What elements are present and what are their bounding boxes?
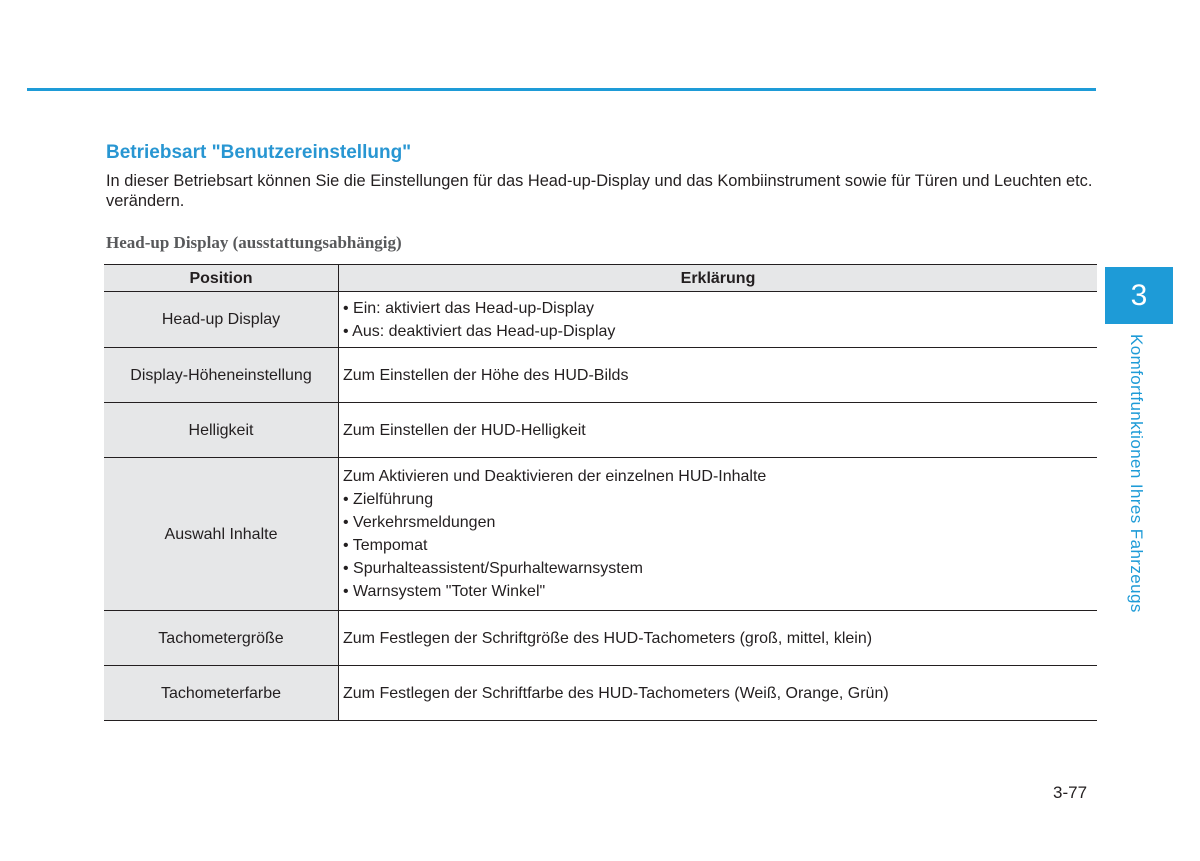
explanation-line: • Zielführung	[343, 491, 434, 508]
position-cell: Head-up Display	[104, 292, 339, 348]
position-cell: Tachometergröße	[104, 611, 339, 666]
top-rule	[27, 88, 1096, 91]
column-header-position: Position	[104, 265, 339, 292]
position-cell: Tachometerfarbe	[104, 666, 339, 721]
explanation-line: Zum Einstellen der Höhe des HUD-Bilds	[343, 366, 629, 384]
explanation-cell	[339, 458, 1098, 611]
table-row	[104, 458, 1097, 611]
table-row	[104, 292, 1097, 348]
explanation-line: • Warnsystem "Toter Winkel"	[343, 583, 546, 600]
explanation-cell	[339, 666, 1098, 721]
position-cell: Auswahl Inhalte	[104, 458, 339, 611]
explanation-line: • Aus: deaktiviert das Head-up-Display	[343, 322, 616, 340]
table-row	[104, 348, 1097, 403]
explanation-line: • Ein: aktiviert das Head-up-Display	[343, 299, 595, 317]
table-row	[104, 403, 1097, 458]
column-header-explanation: Erklärung	[339, 265, 1098, 292]
explanation-line: Zum Festlegen der Schriftgröße des HUD-Tachometers (groß, mittel, klein)	[343, 629, 873, 647]
intro-paragraph: In dieser Betriebsart können Sie die Einstellungen für das Head-up-Display und das Kombiinstrument sowie für Türen und Leuchten etc. verändern.	[106, 172, 1093, 210]
explanation-cell	[339, 348, 1098, 403]
explanation-line: • Tempomat	[343, 537, 428, 554]
explanation-line: Zum Festlegen der Schriftfarbe des HUD-Tachometers (Weiß, Orange, Grün)	[343, 684, 889, 702]
explanation-cell	[339, 292, 1098, 348]
explanation-cell	[339, 403, 1098, 458]
hud-settings-table	[104, 264, 1097, 721]
chapter-title: Komfortfunktionen Ihres Fahrzeugs	[1127, 334, 1146, 613]
explanation-line: • Verkehrsmeldungen	[343, 514, 496, 531]
explanation-line: Zum Aktivieren und Deaktivieren der einzelnen HUD-Inhalte	[343, 468, 767, 485]
position-cell: Display-Höheneinstellung	[104, 348, 339, 403]
chapter-tab: 3	[1105, 267, 1173, 324]
explanation-line: • Spurhalteassistent/Spurhaltewarnsystem	[343, 560, 643, 577]
table-row	[104, 666, 1097, 721]
explanation-line: Zum Einstellen der HUD-Helligkeit	[343, 421, 586, 439]
table-header-row	[104, 265, 1097, 292]
table-row	[104, 611, 1097, 666]
table-subheading: Head-up Display (ausstattungsabhängig)	[106, 233, 402, 252]
position-cell: Helligkeit	[104, 403, 339, 458]
explanation-cell	[339, 611, 1098, 666]
page-number: 3-77	[1053, 783, 1088, 802]
section-title: Betriebsart "Benutzereinstellung"	[106, 142, 412, 163]
